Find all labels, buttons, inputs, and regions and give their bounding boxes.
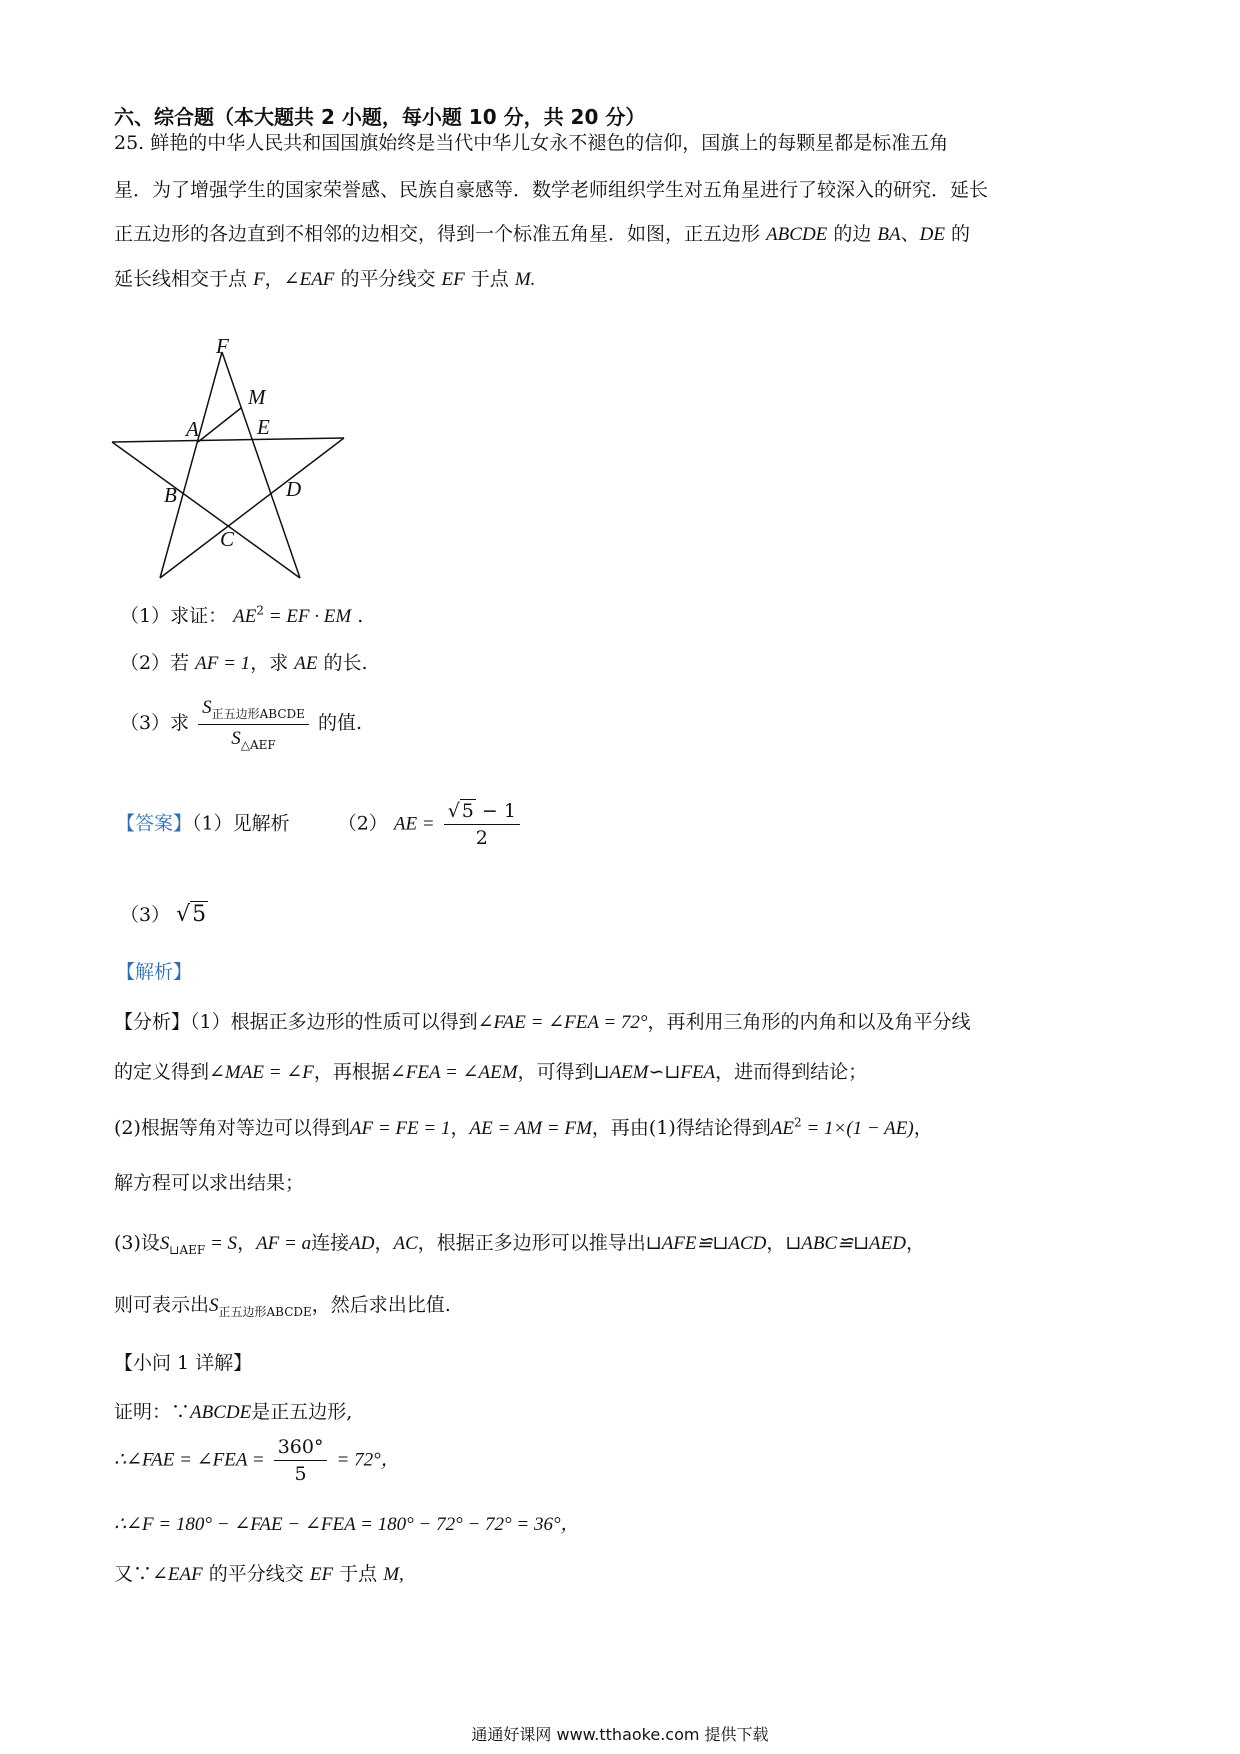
detail-line-3 (114, 1509, 580, 1536)
math: AF = a (256, 1233, 312, 1254)
math: DE (919, 224, 945, 245)
problem-line-4 (114, 264, 535, 291)
text: ，再利用三角形的内角和以及角平分线 (647, 1011, 971, 1033)
text: 的 (951, 223, 971, 245)
math: ⊔AEM∽⊔FEA (593, 1062, 716, 1083)
text: ， (374, 1232, 394, 1254)
text: 延长线相交于点 (114, 268, 248, 290)
answer-tag: 【答案】 (116, 812, 193, 835)
math: EAF (299, 269, 335, 290)
numerator (444, 800, 520, 825)
text: 于点 (470, 268, 509, 290)
denominator: 5 (294, 1463, 307, 1485)
analysis-line-3 (114, 1113, 933, 1140)
denominator (198, 725, 309, 752)
text: (2)根据等角对等边可以得到 (114, 1117, 350, 1139)
text: 【分析】 (114, 1011, 191, 1033)
math: ∴∠F = 180° − ∠FAE − ∠FEA = 180° − 72° − 72° = 36°， (114, 1514, 580, 1535)
question-3 (120, 696, 362, 752)
text: （1）见解析 (192, 812, 290, 835)
footer-text: 通通好课网 www.tthaoke.com 提供下载 (471, 1725, 769, 1744)
detail-tag: 【小问 1 详解】 (114, 1352, 253, 1374)
math: 2 (794, 1115, 802, 1130)
math: ∠MAE = ∠F (209, 1062, 314, 1083)
text: ， (905, 1232, 925, 1254)
math: M, (383, 1564, 404, 1585)
math: BA (877, 224, 901, 245)
detail-line-2 (114, 1436, 400, 1485)
text: （1）根据正多边形的性质可以得到 (190, 1011, 478, 1033)
math: 2 (256, 603, 264, 618)
math: = S (205, 1233, 238, 1254)
text: （3）求 (120, 711, 190, 734)
math: ABCDE (190, 1402, 252, 1423)
problem-line-2: 星．为了增强学生的国家荣誉感、民族自豪感等．数学老师组织学生对五角星进行了较深入的研究．延长 (114, 179, 989, 201)
numerator (198, 696, 309, 725)
math: ⊔AFE≌⊔ACD (645, 1233, 767, 1254)
text: ， (450, 1117, 470, 1139)
text: （2） (337, 812, 388, 835)
math: △AEF (240, 737, 276, 752)
label-B: B (164, 483, 177, 507)
math: − 1 (475, 800, 516, 822)
bisector-AM (198, 408, 241, 442)
math: AC (393, 1233, 418, 1254)
text: 的值. (317, 711, 363, 734)
analysis-line-5 (114, 1228, 925, 1257)
text: 又∵∠ (114, 1563, 168, 1585)
problem-number: 25. (114, 132, 145, 154)
analysis-line-6 (114, 1290, 451, 1320)
pentagram-figure (100, 330, 360, 590)
text: 证明：∵ (114, 1401, 191, 1423)
text: 的平分线交 (340, 268, 436, 290)
text: . (357, 605, 364, 627)
math: S (231, 727, 241, 749)
line-left-to-lower-right (112, 442, 300, 578)
math: 5 (192, 902, 207, 927)
math: EAF (167, 1564, 203, 1585)
text: 于点 (339, 1563, 378, 1585)
label-E: E (257, 415, 270, 439)
text: ，再由(1)得结论得到 (591, 1117, 771, 1139)
answer-line-1 (116, 800, 523, 849)
text: 的定义得到 (114, 1061, 210, 1083)
math: = EF · EM (264, 606, 352, 627)
question-2 (120, 648, 368, 675)
math: AE (770, 1118, 795, 1139)
detail-fraction (274, 1436, 328, 1485)
text: 的长. (323, 652, 368, 674)
text: 的边 (833, 223, 872, 245)
math: ∠FAE = ∠FEA = 72° (477, 1012, 648, 1033)
text: ，根据正多边形可以推导出 (417, 1232, 646, 1254)
analysis-line-2 (114, 1057, 867, 1084)
section-title: 六、综合题（本大题共 2 小题，每小题 10 分，共 20 分） (114, 105, 646, 129)
text: ，然后求出比值. (311, 1294, 451, 1316)
label-C: C (220, 527, 235, 551)
sqrt: √5 (176, 902, 207, 927)
text: （1）求证： (120, 605, 228, 627)
label-F: F (216, 334, 229, 358)
math: 5 (461, 800, 474, 822)
problem-line-3 (114, 219, 970, 246)
text: ， (237, 1232, 257, 1254)
math: ∴∠FAE = ∠FEA = (114, 1449, 265, 1471)
math: AE (233, 606, 257, 627)
text: 正五边形的各边直到不相邻的边相交，得到一个标准五角星．如图，正五边形 (114, 223, 761, 245)
analysis-line-4: 解方程可以求出结果； (114, 1172, 305, 1194)
math: ∠FEA = ∠AEM (389, 1062, 518, 1083)
math: AF = 1 (195, 653, 251, 674)
text: 是正五边形, (251, 1401, 353, 1423)
detail-line-1 (114, 1397, 352, 1424)
problem-line-1 (114, 128, 948, 155)
text: 则可表示出 (114, 1294, 210, 1316)
math: AE = (393, 813, 435, 835)
numerator: 360° (274, 1436, 328, 1461)
analysis-line-1 (114, 1007, 971, 1034)
detail-line-4 (114, 1559, 404, 1586)
label-D: D (286, 477, 302, 501)
math: AE (294, 653, 318, 674)
text: ， (766, 1232, 786, 1254)
math: ⊔ABC≌⊔AED (785, 1233, 906, 1254)
math: S (209, 1295, 219, 1316)
label-A: A (186, 417, 199, 441)
math: 正五边形ABCDE (218, 1304, 312, 1319)
text: 、 (900, 223, 920, 245)
text: （2）若 (120, 652, 190, 674)
text: ，可得到 (517, 1061, 594, 1083)
math: S (202, 697, 212, 718)
math: ABCDE (766, 224, 828, 245)
text: ，再根据 (313, 1061, 390, 1083)
math: AD (349, 1233, 375, 1254)
math: 正五边形ABCDE (211, 706, 305, 721)
math: EF (441, 269, 465, 290)
math: M. (514, 269, 536, 290)
text: ，进而得到结论； (715, 1061, 868, 1083)
answer-fraction (444, 800, 520, 849)
label-M: M (248, 385, 266, 409)
text: ， (913, 1117, 933, 1139)
math: ⊔AEF (169, 1242, 206, 1257)
problem-text-1: 鲜艳的中华人民共和国国旗始终是当代中华儿女永不褪色的信仰，国旗上的每颗星都是标准五角 (150, 132, 949, 154)
text: （3） (120, 904, 171, 926)
math: = 72°， (336, 1449, 400, 1471)
math: EF (309, 1564, 334, 1585)
math: AF = FE = 1 (349, 1118, 451, 1139)
analysis-tag: 【解析】 (116, 961, 193, 983)
text: 连接 (311, 1232, 350, 1254)
question-1 (120, 601, 363, 628)
math: = 1×(1 − AE) (801, 1118, 914, 1139)
denominator: 2 (475, 827, 488, 849)
answer-line-2 (120, 900, 208, 927)
text: (3)设 (114, 1232, 160, 1254)
line-horizontal (112, 438, 344, 442)
sqrt: √ 5 (447, 800, 474, 822)
math: F (253, 269, 265, 290)
line-F-to-lower-left (160, 352, 222, 578)
text: 的平分线交 (208, 1563, 304, 1585)
math: AE = AM = FM (469, 1118, 592, 1139)
fraction (198, 696, 309, 752)
text: ，∠ (264, 268, 300, 290)
math: S (159, 1233, 170, 1254)
line-right-to-lower-left (160, 438, 344, 578)
text: ，求 (250, 652, 289, 674)
